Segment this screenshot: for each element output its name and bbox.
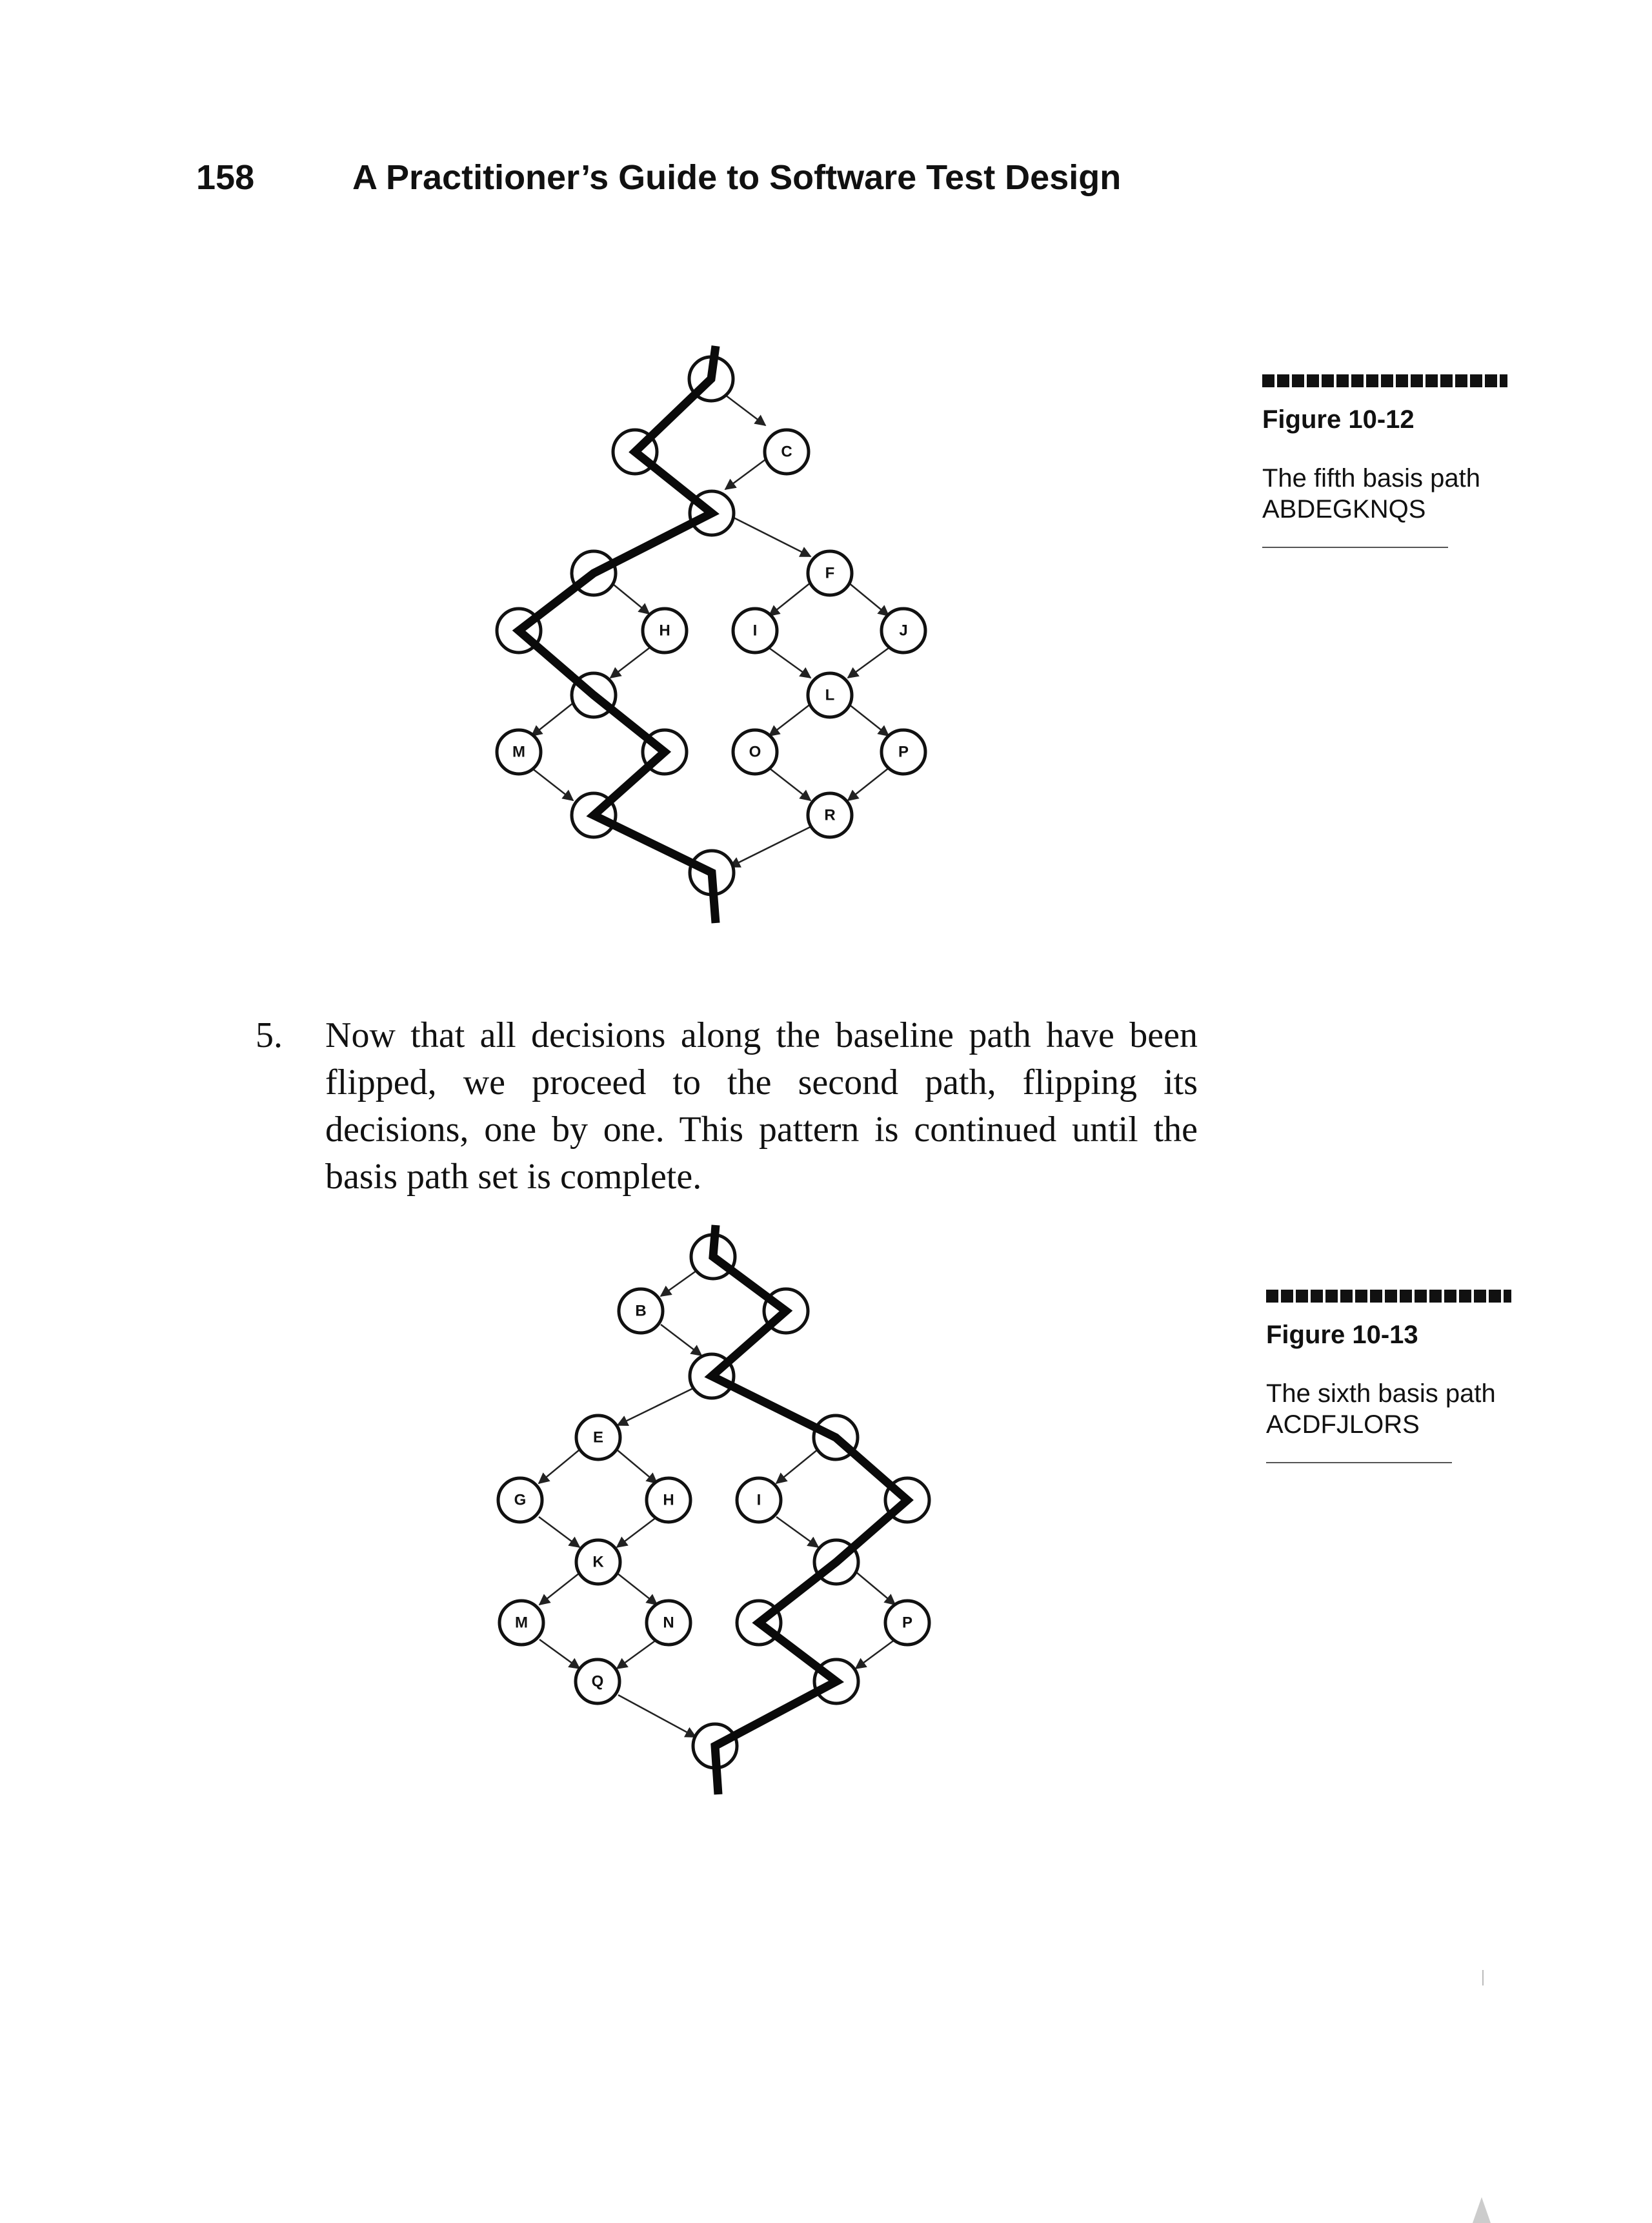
- node-m: [499, 1601, 543, 1645]
- edge-n-q: [617, 1639, 657, 1669]
- edge-b-d: [661, 1325, 701, 1355]
- node-e: [576, 1416, 620, 1459]
- figure-caption: [1266, 1378, 1511, 1440]
- caption-line-1: The fifth basis path: [1262, 464, 1480, 492]
- running-head: [196, 157, 1121, 198]
- edge-p-r: [848, 768, 889, 800]
- edge-l-p: [848, 704, 889, 736]
- edge-j-l: [848, 648, 889, 678]
- caption-rule: [1262, 547, 1448, 548]
- node-l: [808, 673, 852, 717]
- figure-label: Figure 10-12: [1262, 405, 1415, 434]
- edge-c-d: [725, 460, 765, 489]
- caption-line-2: ABDEGKNQS: [1262, 495, 1426, 523]
- svg-text:Q: Q: [591, 1672, 604, 1690]
- edge-d-e: [618, 1385, 700, 1425]
- node-h: [643, 609, 687, 653]
- svg-text:J: J: [899, 622, 908, 640]
- edge-a-b: [661, 1269, 699, 1296]
- svg-text:L: L: [825, 686, 835, 704]
- svg-text:E: E: [592, 1428, 604, 1446]
- edge-h-k: [610, 648, 649, 678]
- page-number: 158: [196, 158, 255, 197]
- node-j: [881, 609, 925, 653]
- node-n: [647, 1601, 690, 1645]
- svg-text:F: F: [825, 564, 835, 582]
- caption-line-1: The sixth basis path: [1266, 1379, 1496, 1408]
- svg-text:P: P: [902, 1614, 913, 1632]
- edge-h-k: [617, 1517, 657, 1547]
- node-p: [885, 1601, 929, 1645]
- figure-label: Figure 10-13: [1266, 1321, 1418, 1349]
- edge-l-p: [856, 1572, 895, 1605]
- svg-text:H: H: [659, 622, 670, 640]
- svg-text:O: O: [749, 743, 761, 761]
- svg-text:I: I: [756, 1491, 761, 1509]
- svg-text:K: K: [592, 1553, 604, 1571]
- node-k: [576, 1540, 620, 1584]
- figure-10-12-caption: [1262, 374, 1507, 548]
- caption-bar: [1262, 374, 1507, 387]
- edge-i-l: [769, 648, 811, 678]
- svg-text:C: C: [781, 443, 792, 461]
- svg-text:I: I: [752, 622, 758, 640]
- edge-f-i: [776, 1449, 818, 1483]
- node-m: [497, 730, 541, 774]
- edge-m-q: [532, 768, 573, 800]
- node-p: [881, 730, 925, 774]
- svg-text:B: B: [635, 1302, 647, 1320]
- edge-f-j: [848, 582, 889, 616]
- figure-10-13-caption: [1266, 1290, 1511, 1463]
- graph-nodes: [497, 357, 925, 895]
- scan-mark: [1482, 1970, 1484, 1985]
- edge-e-g: [539, 1450, 579, 1483]
- numbered-paragraph: [256, 1012, 1198, 1201]
- node-r: [808, 793, 852, 837]
- edge-o-r: [769, 768, 811, 800]
- edge-e-h: [617, 1450, 657, 1483]
- svg-text:P: P: [898, 743, 909, 761]
- book-title: A Practitioner’s Guide to Software Test Design: [352, 158, 1122, 197]
- edge-d-f: [730, 516, 811, 556]
- edge-m-q: [539, 1639, 579, 1669]
- svg-text:M: M: [515, 1614, 528, 1632]
- caption-bar: [1266, 1290, 1511, 1303]
- node-i: [733, 609, 777, 653]
- node-g: [498, 1478, 542, 1522]
- edge-f-i: [769, 582, 811, 616]
- edge-g-k: [539, 1517, 579, 1547]
- svg-text:N: N: [663, 1614, 674, 1632]
- edge-i-l: [776, 1517, 818, 1547]
- node-b: [619, 1289, 663, 1333]
- node-f: [808, 551, 852, 595]
- edge-l-o: [769, 704, 811, 736]
- graph-nodes: [498, 1235, 929, 1768]
- svg-text:G: G: [514, 1491, 527, 1509]
- svg-text:R: R: [824, 806, 836, 824]
- node-o: [733, 730, 777, 774]
- node-i: [737, 1478, 781, 1522]
- node-h: [647, 1478, 690, 1522]
- node-q: [576, 1660, 620, 1703]
- list-number: 5.: [256, 1015, 283, 1055]
- edge-k-m: [532, 704, 572, 736]
- svg-text:H: H: [663, 1491, 674, 1509]
- caption-line-2: ACDFJLORS: [1266, 1410, 1420, 1439]
- caption-rule: [1266, 1462, 1452, 1463]
- svg-text:M: M: [512, 743, 525, 761]
- node-c: [765, 430, 809, 474]
- scan-corner-mark: [1473, 2197, 1491, 2223]
- edge-k-n: [617, 1573, 657, 1605]
- paragraph-text: Now that all decisions along the baseline path have been flipped, we proceed to the second path, flipping its decisions, one by one. This pattern is continued until the basis path set is complete.: [325, 1015, 1198, 1197]
- edge-p-r: [856, 1639, 895, 1669]
- edge-q-s: [618, 1695, 696, 1737]
- edge-r-s: [730, 826, 812, 867]
- figure-caption: [1262, 463, 1507, 525]
- edge-k-m: [539, 1573, 579, 1605]
